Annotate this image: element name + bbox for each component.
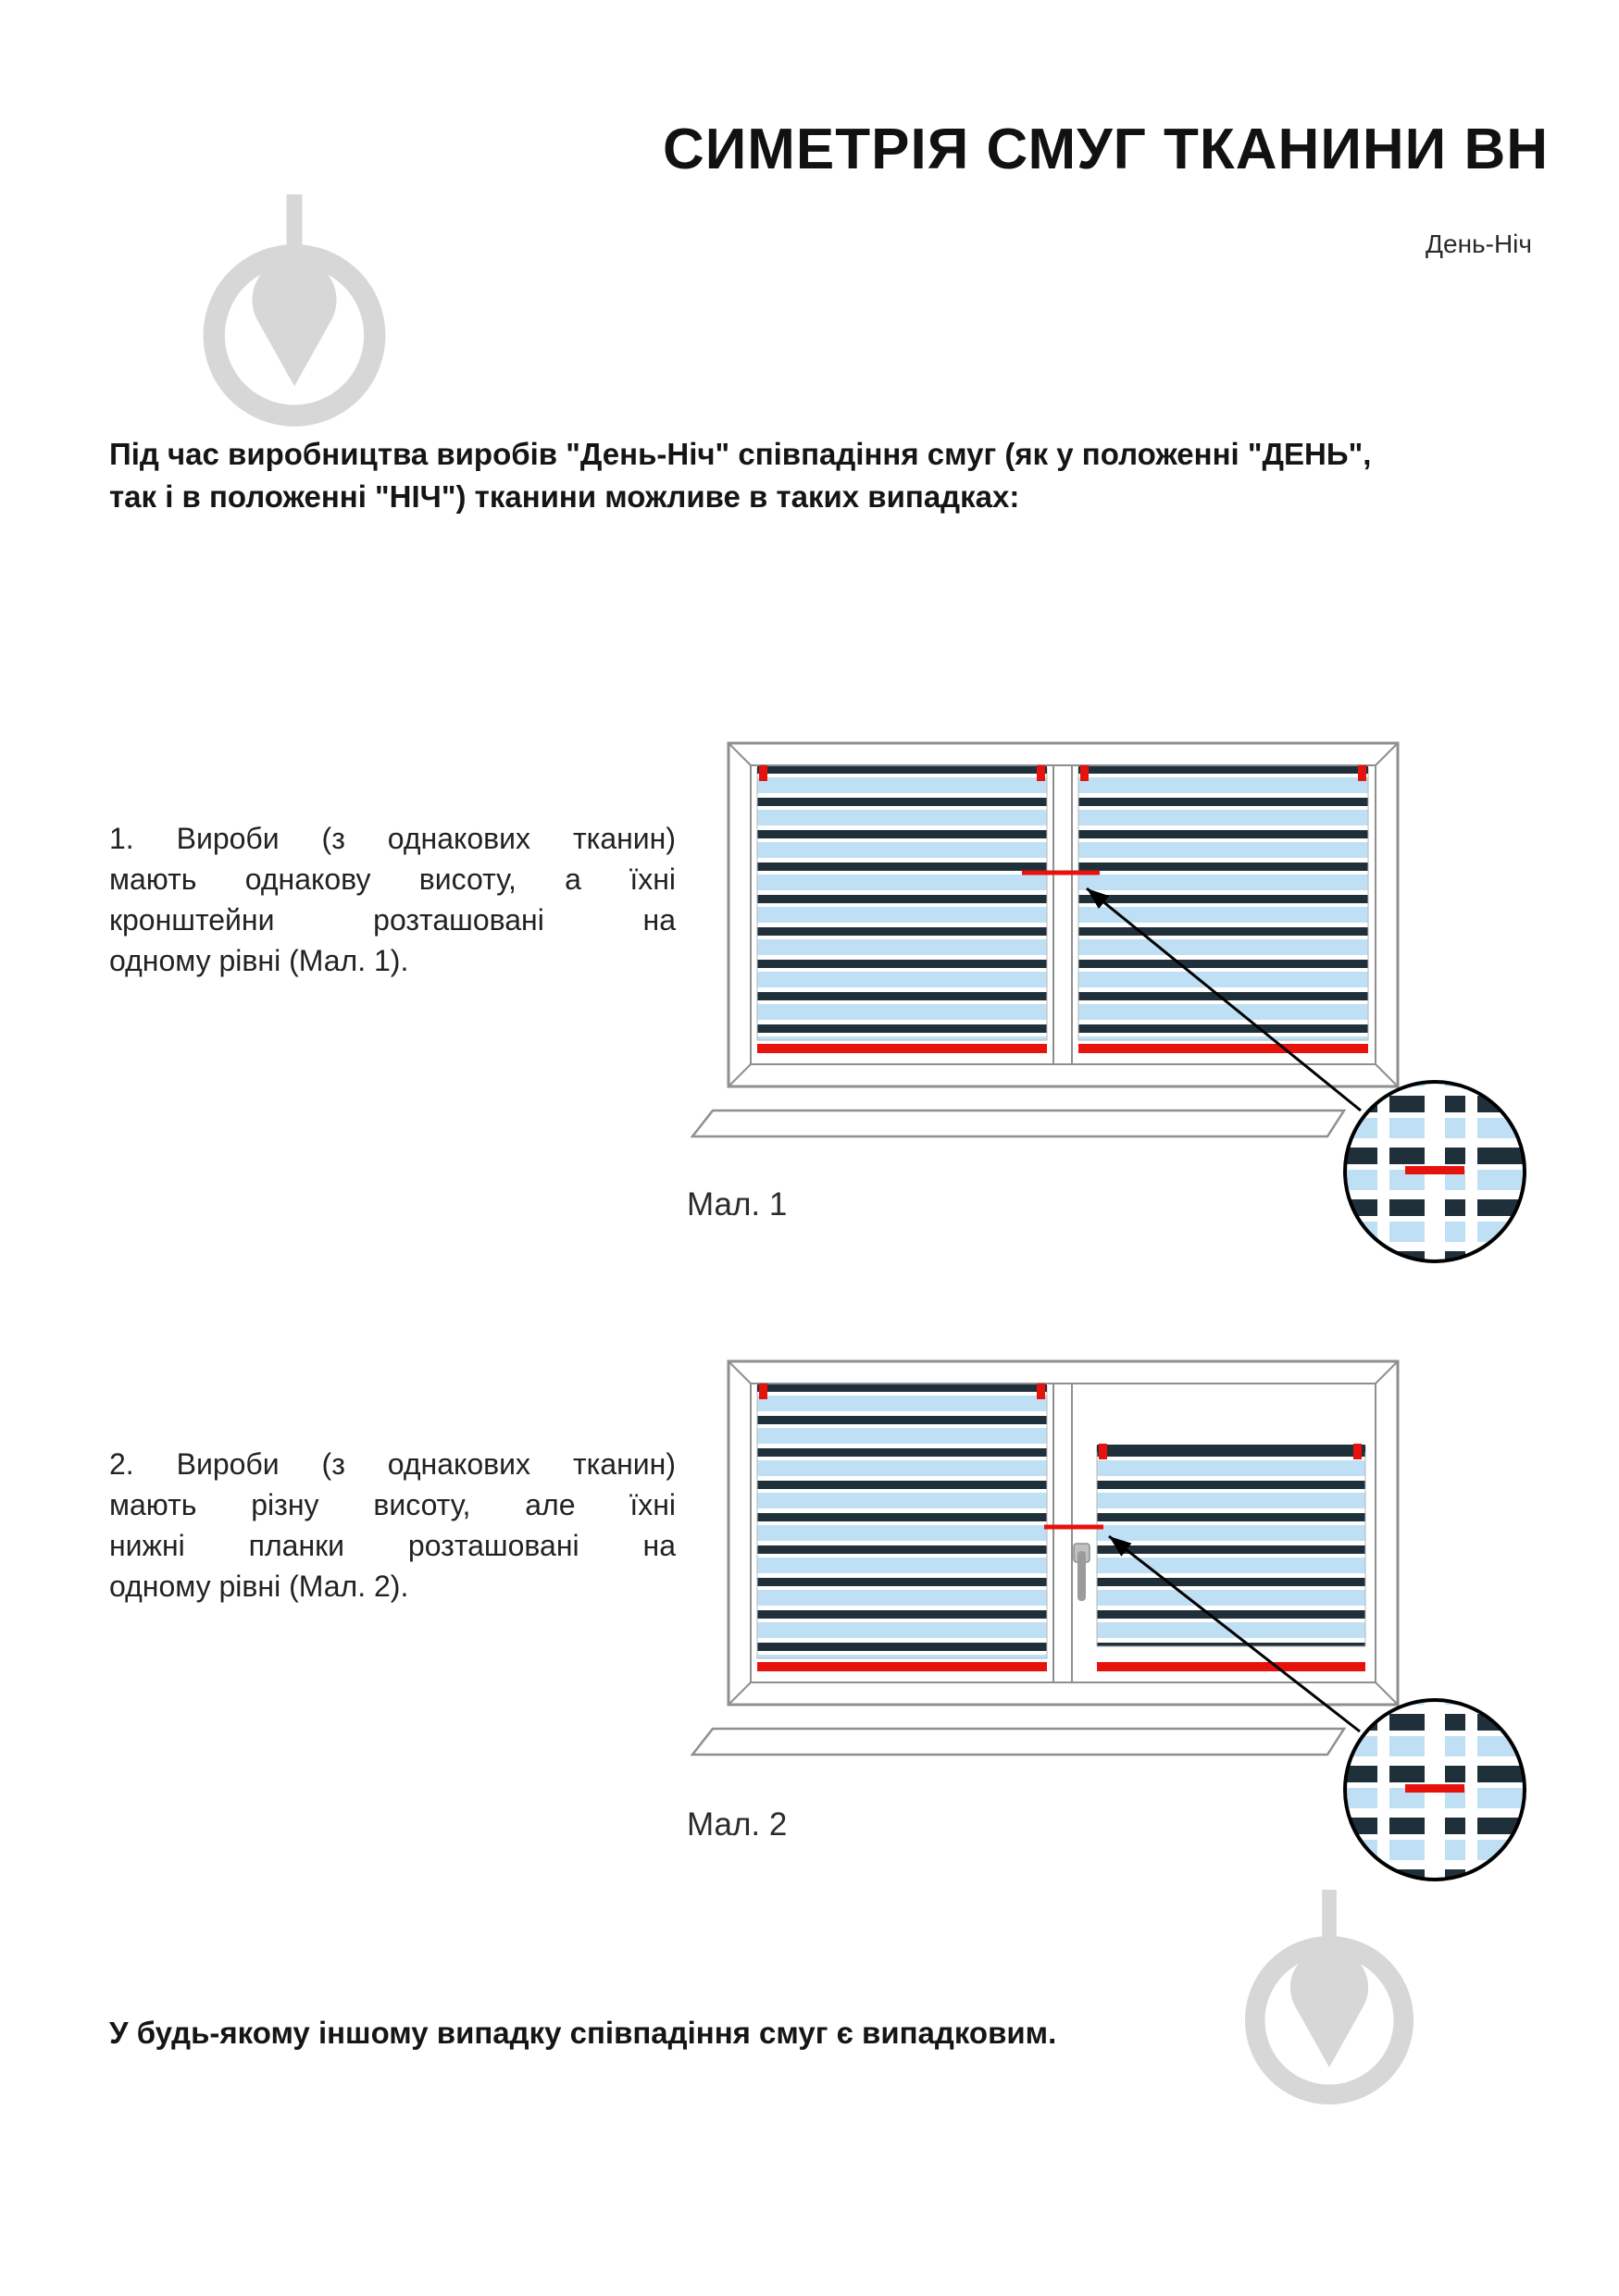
blind-headrail: [757, 766, 1047, 774]
text-line: мають різну висоту, але їхні: [109, 1488, 676, 1521]
intro-line: Під час виробництва виробів "День-Ніч" співпадіння смуг (як у положенні "ДЕНЬ",: [109, 437, 1372, 471]
text-line: кронштейни розташовані на: [109, 903, 676, 937]
intro-line: так і в положенні "НІЧ") тканини можливе в таких випадках:: [109, 479, 1020, 514]
window-sill: [692, 1729, 1344, 1755]
blind-bracket: [759, 1384, 767, 1399]
blind-bracket: [1080, 765, 1089, 781]
page-subtitle: День-Ніч: [1426, 230, 1532, 258]
text-line: нижні планки розташовані на: [109, 1529, 676, 1562]
text-line: 1. Вироби (з однакових тканин): [109, 822, 676, 855]
blind-bracket: [1353, 1444, 1362, 1459]
blind-headrail: [1078, 766, 1368, 774]
figure-2: [685, 1351, 1546, 1899]
window-different-height-blinds-illustration: [685, 1351, 1546, 1899]
plumb-bob: [1290, 1949, 1368, 2067]
blind-headrail: [757, 1384, 1047, 1392]
blind-bracket: [1099, 1444, 1107, 1459]
window-sill: [692, 1111, 1344, 1136]
bottom-rail: [757, 1662, 1047, 1671]
brand-watermark-icon: [196, 194, 392, 429]
figure-1-caption: Мал. 1: [687, 1186, 788, 1222]
text-line: мають однакову висоту, а їхні: [109, 863, 676, 896]
bottom-rail: [1097, 1662, 1365, 1671]
brand-watermark-icon: [1239, 1890, 1420, 2107]
text-line: 2. Вироби (з однакових тканин): [109, 1447, 676, 1481]
blind-bracket: [1037, 1384, 1045, 1399]
blind-headrail: [1097, 1445, 1365, 1452]
plumb-bob: [252, 258, 336, 387]
text-line: одному рівні (Мал. 1).: [109, 944, 409, 977]
figure-2-caption: Мал. 2: [687, 1806, 788, 1843]
left-blind: [757, 765, 1047, 1053]
blind-bracket: [1037, 765, 1045, 781]
bottom-rail: [757, 1044, 1047, 1053]
window-mullion: [1053, 1384, 1072, 1682]
blind-bracket: [1358, 765, 1366, 781]
right-blind: [1078, 765, 1368, 1053]
case-1-description: [109, 818, 676, 981]
left-blind: [757, 1384, 1047, 1671]
intro-paragraph: [109, 433, 1371, 518]
footer-note: У будь-якому іншому випадку співпадіння смуг є випадковим.: [109, 2016, 1057, 2050]
text-line: одному рівні (Мал. 2).: [109, 1570, 409, 1603]
blind-bracket: [759, 765, 767, 781]
window-mullion: [1053, 765, 1072, 1064]
figure-1: [685, 733, 1546, 1281]
window-equal-blinds-illustration: [685, 733, 1546, 1281]
bottom-rail: [1078, 1044, 1368, 1053]
case-2-description: [109, 1444, 676, 1607]
page-title: СИМЕТРІЯ СМУГ ТКАНИНИ ВН: [662, 118, 1549, 181]
